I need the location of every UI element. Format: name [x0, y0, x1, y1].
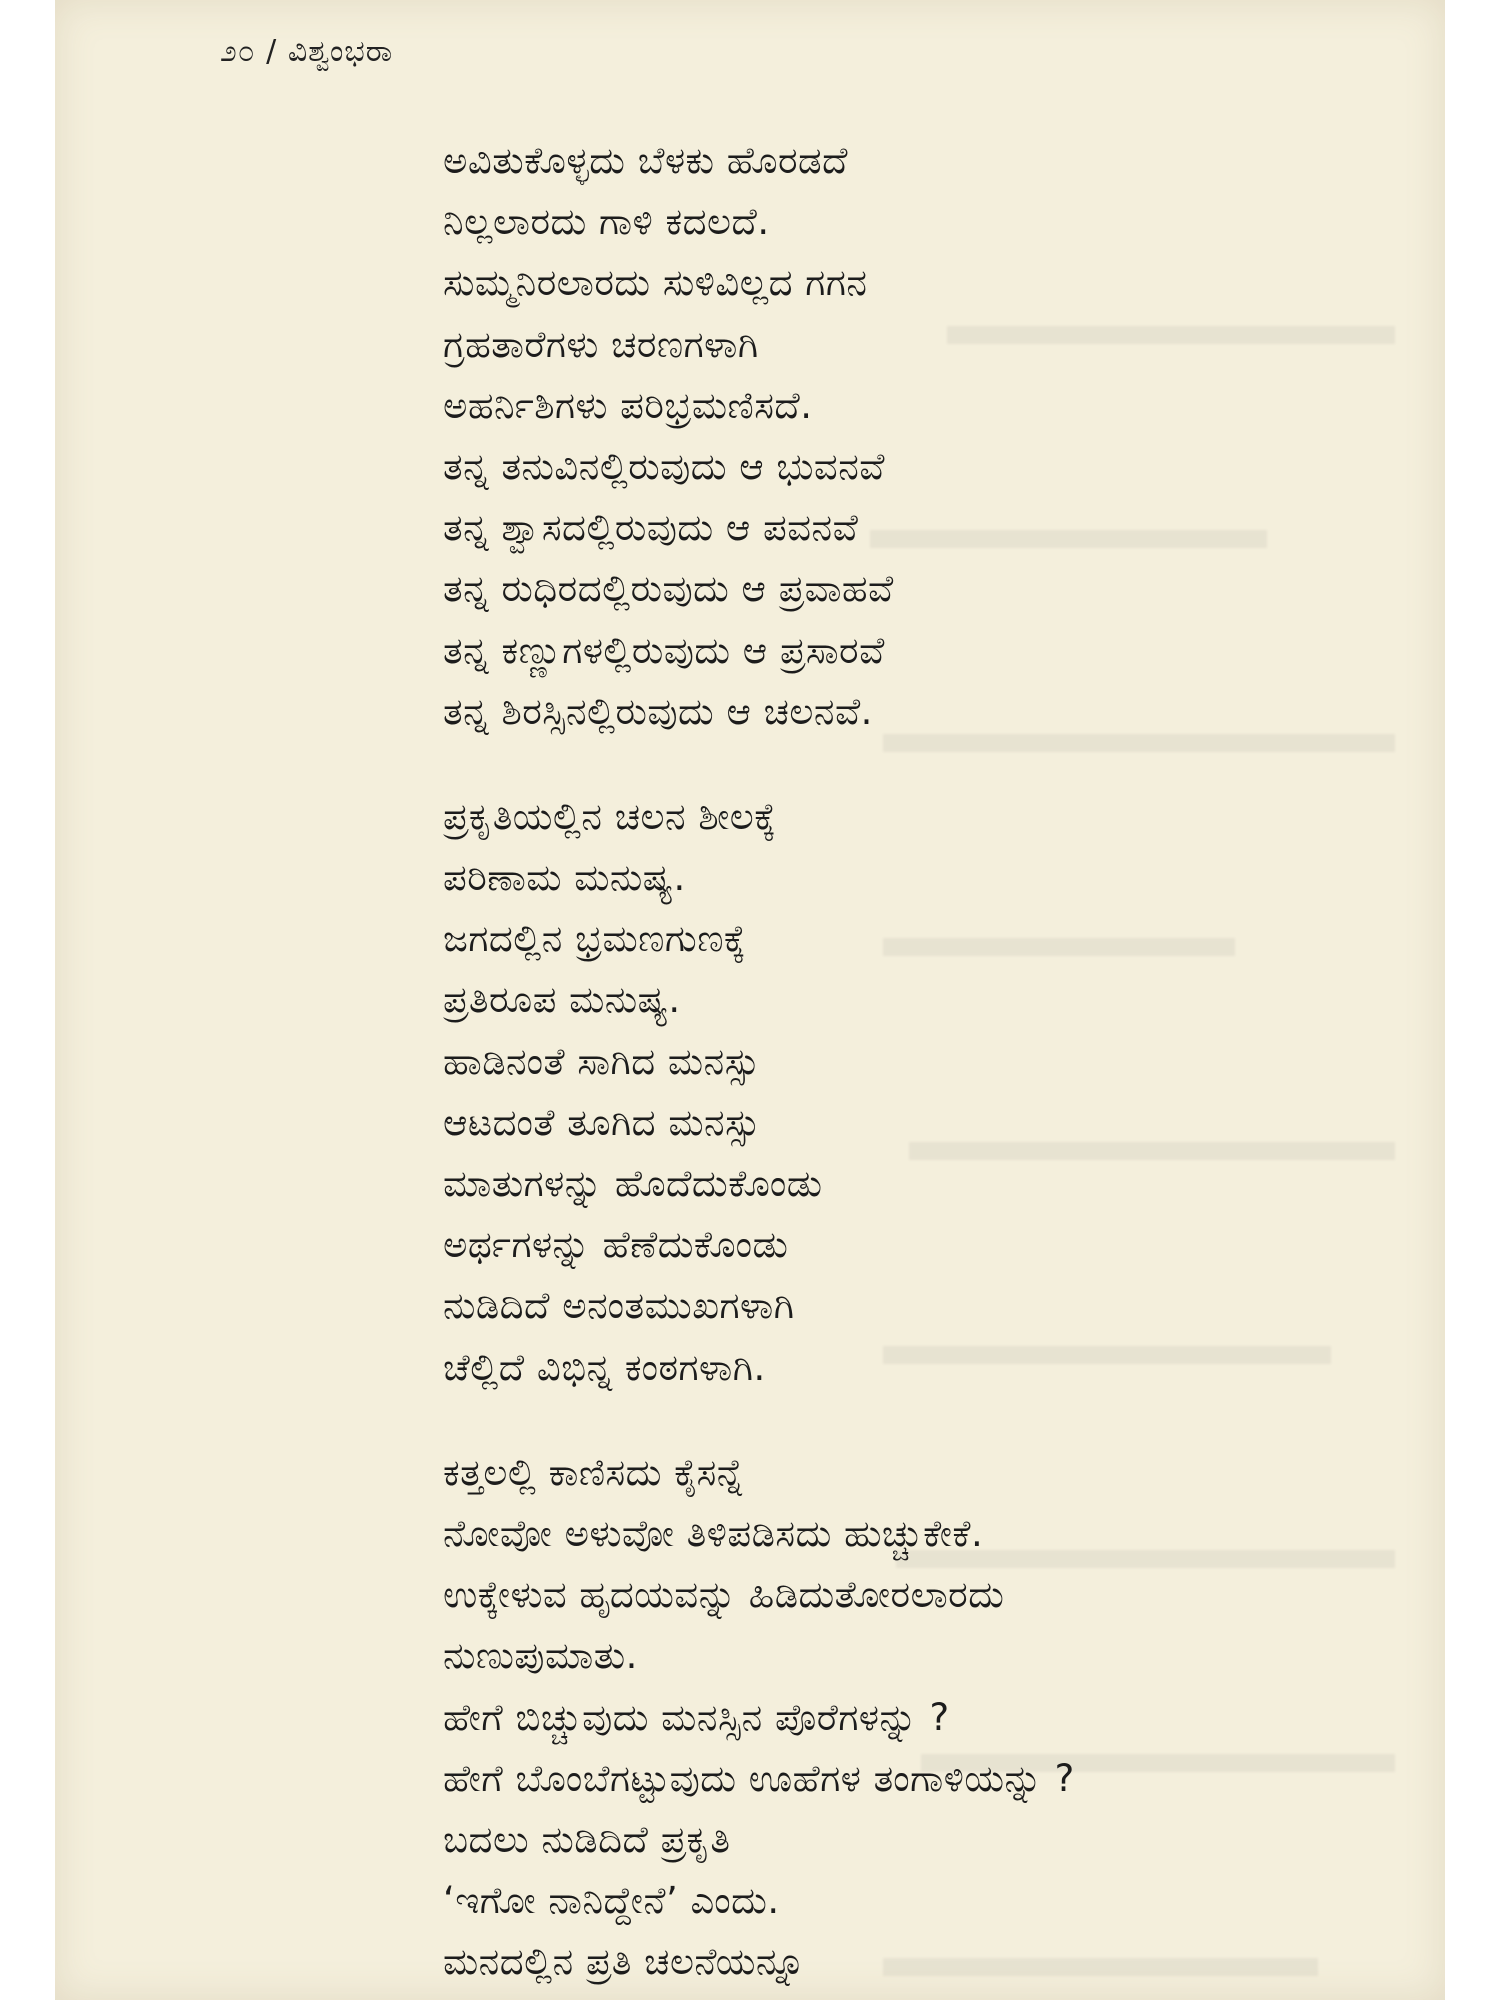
poem-line: ಮಾತುಗಳನ್ನು ಹೊದೆದುಕೊಂಡು [443, 1162, 823, 1205]
book-title: ವಿಶ್ವಂಭರಾ [287, 34, 394, 69]
poem-line: ಬದಲು ನುಡಿದಿದೆ ಪ್ರಕೃತಿ [443, 1817, 731, 1861]
page-number: ೨೦ [220, 34, 256, 69]
poem-body [443, 130, 1445, 2000]
poem-line: ತನ್ನ ಶ್ವಾಸದಲ್ಲಿರುವುದು ಆ ಪವನವೆ [443, 506, 859, 550]
poem-line: ಅರ್ಥಗಳನ್ನು ಹೆಣೆದುಕೊಂಡು [443, 1223, 789, 1267]
poem-line: ಗ್ರಹತಾರೆಗಳು ಚರಣಗಳಾಗಿ [443, 322, 759, 366]
poem-line: ಪ್ರತಿರೂಪ ಮನುಷ್ಯ. [443, 978, 681, 1022]
stanza-3 [443, 1442, 1445, 1993]
poem-line: ತನ್ನ ಕಣ್ಣುಗಳಲ್ಲಿರುವುದು ಆ ಪ್ರಸಾರವೆ [443, 628, 885, 672]
poem-line: ಪ್ರಕೃತಿಯಲ್ಲಿನ ಚಲನ ಶೀಲಕ್ಕೆ [443, 794, 777, 838]
poem-line: ಪರಿಣಾಮ ಮನುಷ್ಯ. [443, 856, 686, 900]
poem-line: ಅವಿತುಕೊಳ್ಳದು ಬೆಳಕು ಹೊರಡದೆ [443, 139, 848, 182]
poem-line: ನಿಲ್ಲಲಾರದು ಗಾಳಿ ಕದಲದೆ. [443, 200, 770, 244]
poem-line: ತನ್ನ ರುಧಿರದಲ್ಲಿರುವುದು ಆ ಪ್ರವಾಹವೆ [443, 567, 894, 611]
poem-line: ಹಾಡಿನಂತೆ ಸಾಗಿದ ಮನಸ್ಸು [443, 1039, 761, 1083]
poem-line: ಹೇಗೆ ಬೊಂಬೆಗಟ್ಟುವುದು ಊಹೆಗಳ ತಂಗಾಳಿಯನ್ನು ? [443, 1756, 1075, 1800]
poem-line: ತನ್ನ ಶಿರಸ್ಸಿನಲ್ಲಿರುವುದು ಆ ಚಲನವೆ. [443, 689, 873, 733]
poem-line: ಆಟದಂತೆ ತೂಗಿದ ಮನಸ್ಸು [443, 1100, 761, 1144]
poem-line: ಉಕ್ಕೇಳುವ ಹೃದಯವನ್ನು ಹಿಡಿದುತೋರಲಾರದು [443, 1573, 1005, 1617]
poem-line: ಸುಮ್ಮನಿರಲಾರದು ಸುಳಿವಿಲ್ಲದ ಗಗನ [443, 261, 868, 305]
poem-line: ಚೆಲ್ಲಿದೆ ವಿಭಿನ್ನ ಕಂಠಗಳಾಗಿ. [443, 1345, 766, 1389]
stanza-1 [443, 130, 1445, 742]
stanza-2 [443, 786, 1445, 1398]
poem-line: ಹೇಗೆ ಬಿಚ್ಚುವುದು ಮನಸ್ಸಿನ ಪೊರೆಗಳನ್ನು ? [443, 1695, 950, 1739]
poem-line: ನುಣುಪುಮಾತು. [443, 1634, 638, 1678]
header-separator: / [266, 34, 278, 69]
poem-line: ಜಗದಲ್ಲಿನ ಭ್ರಮಣಗುಣಕ್ಕೆ [443, 917, 747, 961]
poem-line: ಅಹರ್ನಿಶಿಗಳು ಪರಿಭ್ರಮಣಿಸದೆ. [443, 383, 813, 427]
book-page [55, 0, 1445, 2000]
poem-line: ‘ಇಗೋ ನಾನಿದ್ದೇನೆ’ ಎಂದು. [443, 1879, 780, 1923]
poem-line: ನೋವೋ ಅಳುವೋ ತಿಳಿಪಡಿಸದು ಹುಚ್ಚುಕೇಕೆ. [443, 1511, 984, 1555]
poem-line: ನುಡಿದಿದೆ ಅನಂತಮುಖಗಳಾಗಿ [443, 1284, 795, 1328]
poem-line: ತನ್ನ ತನುವಿನಲ್ಲಿರುವುದು ಆ ಭುವನವೆ [443, 444, 885, 488]
poem-line: ಕತ್ತಲಲ್ಲಿ ಕಾಣಿಸದು ಕೈಸನ್ನೆ [443, 1450, 745, 1494]
running-header [220, 34, 393, 69]
poem-line: ಮನದಲ್ಲಿನ ಪ್ರತಿ ಚಲನೆಯನ್ನೂ [443, 1940, 806, 1984]
